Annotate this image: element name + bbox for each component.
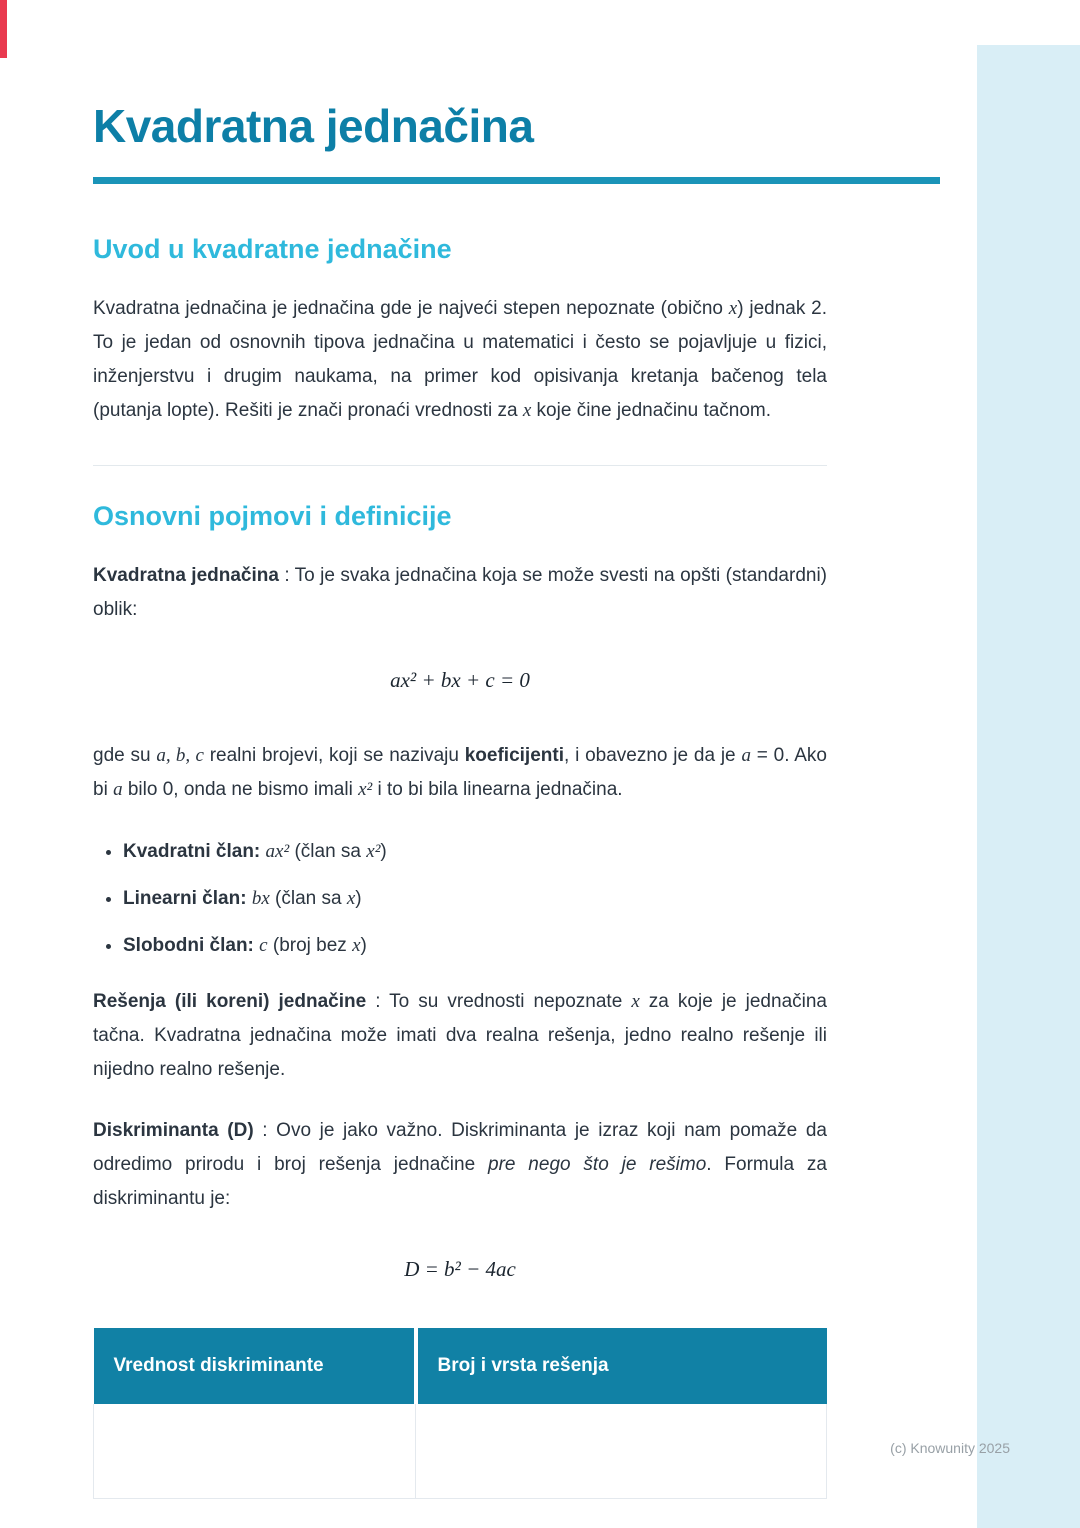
table-header-vrednost: Vrednost diskriminante [94,1328,416,1404]
intro-paragraph: Kvadratna jednačina je jednačina gde je najveći stepen nepoznate (obično x) jednak 2. To je jedan od osnovnih tipova jednačina u matematici i često se pojavljuje u fizici, inženjerstvu i drugim naukama, na primer kod opisivanja kretanja bačenog tela (putanja lopte). Rešiti je znači pronaći vrednosti za x koje čine jednačinu tačnom. [93,297,827,421]
terms-list [93,837,827,961]
discriminant-table-body [94,1404,827,1499]
definition-paragraph: Kvadratna jednačina : To je svaka jednačina koja se može svesti na opšti (standardni) oblik: [93,564,828,620]
right-accent-stripe [977,45,1080,1528]
copyright-note: (c) Knowunity 2025 [890,1440,1010,1456]
list-item-kvadratni-clan: • Kvadratni član: ax² (član sa x²) [123,837,827,867]
title-underline-rule [93,177,940,184]
roots-paragraph: Rešenja (ili koreni) jednačine : To su vrednosti nepoznate x za koje je jednačina tačna. Kvadratna jednačina može imati dva realna rešenja, jedno realno rešenje ili nijedno realno rešenje. [93,990,827,1080]
page-title: Kvadratna jednačina [93,100,534,152]
corner-accent-bar [0,0,7,58]
section-heading-uvod: Uvod u kvadratne jednačine [93,233,452,264]
table-cell [94,1404,416,1499]
general-form-formula: ax² + bx + c = 0 [390,667,530,692]
discriminant-paragraph: Diskriminanta (D) : Ovo je jako važno. Diskriminanta je izraz koji nam pomaže da odredimo prirodu i broj rešenja jednačine pre nego što je rešimo. Formula za diskriminantu je: [93,1119,828,1209]
table-cell [416,1404,827,1499]
discriminant-formula: D = b² − 4ac [404,1256,516,1281]
table-row [94,1404,827,1499]
coefficients-paragraph: gde su a, b, c realni brojevi, koji se nazivaju koeficijenti, i obavezno je da je a = 0. Ako bi a bilo 0, onda ne bismo imali x² i to bi bila linearna jednačina. [93,744,827,800]
discriminant-table [93,1328,827,1499]
list-item-slobodni-clan: • Slobodni član: c (broj bez x) [123,931,827,961]
table-header-row [94,1328,827,1404]
section-divider [93,465,827,466]
list-item-linearni-clan: • Linearni član: bx (član sa x) [123,884,827,914]
discriminant-table-head [94,1328,827,1404]
section-heading-osnovni: Osnovni pojmovi i definicije [93,500,452,531]
document-content [93,0,827,1499]
table-header-broj: Broj i vrsta rešenja [416,1328,827,1404]
